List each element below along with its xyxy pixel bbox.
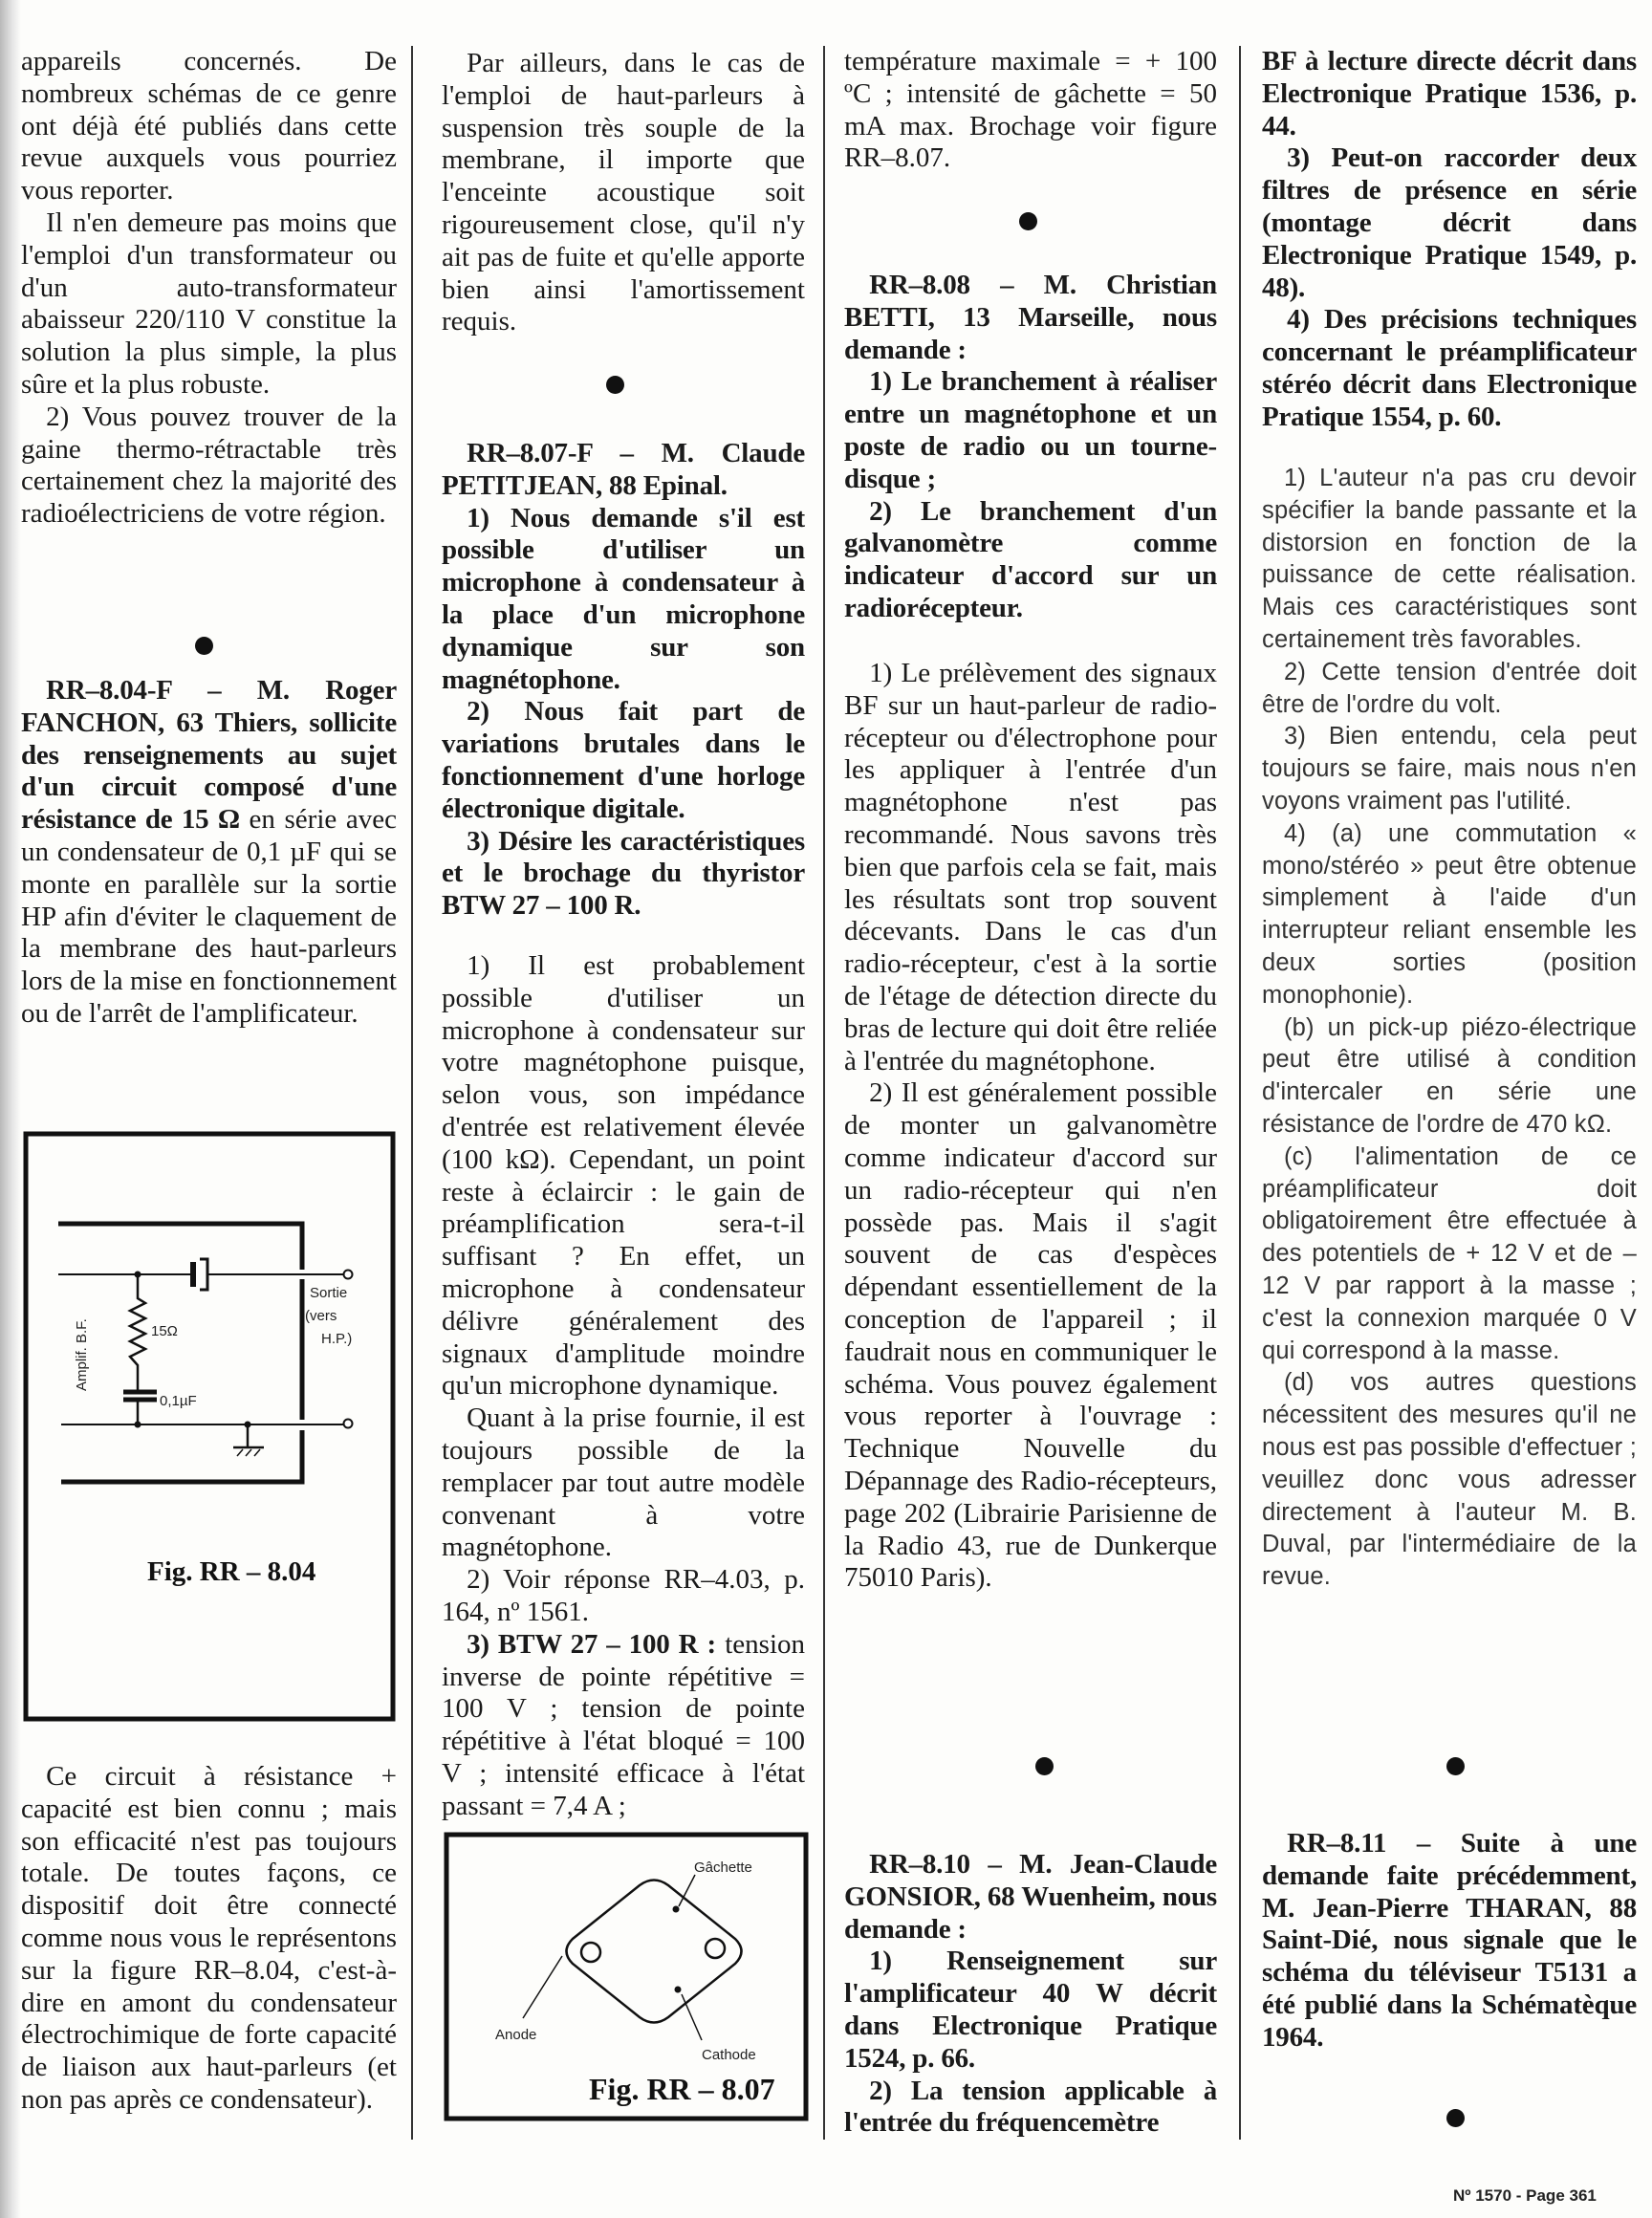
question-heading: RR–8.07-F – M. Claude PETITJEAN, 88 Epinal. xyxy=(442,438,805,501)
section-bullet xyxy=(1019,212,1037,230)
section-bullet xyxy=(1035,1757,1054,1775)
mounting-hole xyxy=(581,1943,600,1962)
answer-rr-8-10 xyxy=(1262,463,1637,1594)
thyristor-pinout xyxy=(444,1832,811,2122)
question-rr-8-04 xyxy=(21,675,397,1031)
resistor-symbol xyxy=(130,1274,145,1391)
circuit-diagram xyxy=(23,1131,398,1724)
output-terminal xyxy=(344,1271,353,1279)
question-item: 2) Le branchement d'un galvanomètre comme indicateur d'accord sur un radiorécepteur. xyxy=(844,495,1217,623)
figure-rr-8-04 xyxy=(23,1131,398,1724)
to3-case-outline xyxy=(567,1881,742,2023)
question-item: 3) Désire les caractéristiques et le brochage du thyristor BTW 27 – 100 R. xyxy=(442,825,805,922)
page-footer: Nº 1570 - Page 361 xyxy=(1453,2186,1597,2205)
paragraph: (d) vos autres questions nécessitent des mesures qu'il ne nous est pas possible d'effectuer ; veuillez donc vous adresser directement à l'auteur M. B. Duval, par l'intermédiaire de la revue. xyxy=(1262,1369,1637,1591)
mounting-hole xyxy=(706,1939,725,1958)
col1-top-text xyxy=(21,46,397,531)
col3-top-text xyxy=(844,46,1217,175)
cathode-label: Cathode xyxy=(702,2047,756,2063)
output-label: H.P.) xyxy=(321,1331,353,1347)
question-rr-8-10 xyxy=(844,1849,1217,2140)
paragraph: 4) (a) une commutation « mono/stéréo » peut être obtenue simplement à l'aide d'un interrupteur reliant ensemble les deux sorties (position monophonie). xyxy=(1262,819,1637,1009)
question-item: 2) La tension applicable à l'entrée du fréquencemètre xyxy=(844,2075,1217,2139)
paragraph: 1) Le prélèvement des signaux BF sur un haut-parleur de radio-récepteur ou d'électrophone pour les appliquer à l'entrée d'un magnétophone n'est pas recommandé. Nous savons très bien que parfois cela se fait, mais les résultats sont trop souvent décevants. Dans le cas d'un radio-récepteur, c'est à la sortie de l'étage de détection directe du bras de lecture qui doit être reliée à l'entrée du magnétophone. xyxy=(844,658,1217,1076)
question-item: BF à lecture directe décrit dans Electronique Pratique 1536, p. 44. xyxy=(1262,46,1637,141)
section-bullet xyxy=(1446,2109,1465,2127)
paragraph: Ce circuit à résistance + capacité est bien connu ; mais son efficacité n'est pas toujours totale. De toutes façons, ce dispositif doit être connecté comme nous vous le représentons sur la figure RR–8.04, c'est-à-dire en amont du condensateur électrochimique de forte capacité de liaison aux haut-parleurs (et non pas après ce condensateur). xyxy=(21,1761,397,2115)
question-item: 3) Peut-on raccorder deux filtres de présence en série (montage décrit dans Electronique Pratique 1549, p. 48). xyxy=(1262,142,1637,303)
col2-top-text xyxy=(442,48,805,338)
question-item: 2) Nous fait part de variations brutales dans le fonctionnement d'une horloge électronique digitale. xyxy=(442,696,805,824)
question-item: 1) Nous demande s'il est possible d'utiliser un microphone à condensateur à la place d'un microphone dynamique sur son magnétophone. xyxy=(442,502,805,695)
question-heading: RR–8.11 – Suite à une demande faite précédemment, M. Jean-Pierre THARAN, 88 Saint-Dié, nous signale que le schéma du téléviseur T5131 a été publié dans la Schématèque 1964. xyxy=(1262,1828,1637,2053)
answer-rr-8-07 xyxy=(442,950,805,1823)
paragraph: 1) Il est probablement possible d'utiliser un microphone à condensateur sur votre magnétophone puisque, selon vous, son impédance d'entrée est relativement élevée (100 kΩ). Cependant, un point reste à éclaircir : le gain de préamplification sera-t-il suffisant ? En effet, un microphone à condensateur délivre généralement des signaux d'amplitude moindre qu'un microphone dynamique. xyxy=(442,950,805,1402)
question-rr-8-08 xyxy=(844,270,1217,625)
part-number: 3) BTW 27 – 100 R : xyxy=(467,1628,716,1660)
paragraph: Il n'en demeure pas moins que l'emploi d'un transformateur ou d'un auto-transformateur abaisseur 220/110 V constitue la solution la plus simple, la plus sûre et la plus robuste. xyxy=(21,207,397,400)
col1-bottom-text xyxy=(21,1761,397,2117)
paragraph: 2) Cette tension d'entrée doit être de l'ordre du volt. xyxy=(1262,658,1637,718)
question-text: en série avec un condensateur de 0,1 µF qui se monte en parallèle sur la sortie HP afin d'éviter le claquement de la membrane des haut-parleurs lors de la mise en fonctionnement ou de l'arrêt de l'amplificateur. xyxy=(21,804,397,1029)
gate-label: Gâchette xyxy=(694,1859,752,1876)
amplifier-label: Amplif. B.F. xyxy=(74,1318,90,1391)
paragraph: (b) un pick-up piézo-électrique peut être utilisé à condition d'intercaler en série une résistance de l'ordre de 470 kΩ. xyxy=(1262,1013,1637,1138)
cathode-pin xyxy=(675,1987,682,1993)
question-heading: RR–8.10 – M. Jean-Claude GONSIOR, 68 Wuenheim, nous demande : xyxy=(844,1849,1217,1945)
scan-binding-shadow xyxy=(0,0,21,2218)
gate-pin xyxy=(673,1906,680,1913)
paragraph: Quant à la prise fournie, il est toujours possible de la remplacer par tout autre modèle convenant à votre magnétophone. xyxy=(442,1403,805,1563)
section-bullet xyxy=(195,637,213,655)
paragraph: 2) Il est généralement possible de monter un galvanomètre comme indicateur d'accord sur un radio-récepteur qui n'en possède pas. Mais il s'agit souvent de cas d'espèces dépendant essentiellement de la conception de l'appareil ; il faudrait nous en communiquer le schéma. Vous pouvez également vous reporter à l'ouvrage : Technique Nouvelle du Dépannage des Radio-récepteurs, page 202 (Librairie Parisienne de la Radio 43, rue de Dunkerque 75010 Paris). xyxy=(844,1077,1217,1594)
output-label: (vers xyxy=(305,1308,337,1324)
paragraph: 1) L'auteur n'a pas cru devoir spécifier la bande passante et la distorsion en fonction de la puissance de cette réalisation. Mais ces caractéristiques sont certainement très favorables. xyxy=(1262,465,1637,653)
ground-symbol xyxy=(237,1449,260,1456)
column-rule xyxy=(411,46,413,2140)
output-terminal xyxy=(344,1420,353,1428)
paragraph: 2) Voir réponse RR–4.03, p. 164, nº 1561. xyxy=(442,1564,805,1627)
paragraph: 3) Bien entendu, cela peut toujours se faire, mais nous n'en voyons vraiment pas l'utilité. xyxy=(1262,723,1637,815)
figure-caption: Fig. RR – 8.07 xyxy=(589,2072,775,2106)
capacitor-label: 0,1µF xyxy=(160,1393,197,1409)
question-heading: RR–8.04-F – M. Roger FANCHON, 63 Thiers, sollicite des renseignements au sujet d'un circuit composé d'une résistance de 15 Ω xyxy=(21,675,397,836)
figure-rr-8-07 xyxy=(444,1832,811,2122)
question-item: 1) Renseignement sur l'amplificateur 40 W décrit dans Electronique Pratique 1524, p. 66. xyxy=(844,1946,1217,2074)
section-bullet xyxy=(606,376,624,394)
paragraph: température maximale = + 100 ºC ; intensité de gâchette = 50 mA max. Brochage voir figure RR–8.07. xyxy=(844,46,1217,174)
paragraph: (c) l'alimentation de ce préamplificateur doit obligatoirement être effectuée à des potentiels de + 12 V et de – 12 V par rapport à la masse ; c'est la connexion marquée 0 V qui correspond à la masse. xyxy=(1262,1142,1637,1364)
paragraph: Par ailleurs, dans le cas de l'emploi de haut-parleurs à suspension très souple de la membrane, il importe que l'enceinte acoustique soit rigoureusement close, qu'il n'y ait pas de fuite et qu'elle apporte bien ainsi l'amortissement requis. xyxy=(442,48,805,337)
paragraph: appareils concernés. De nombreux schémas de ce genre ont déjà été publiés dans cette revue auxquels vous pourriez vous reporter. xyxy=(21,46,397,207)
question-item: 4) Des précisions techniques concernant le préamplificateur stéréo décrit dans Electronique Pratique 1554, p. 60. xyxy=(1262,304,1637,432)
column-rule xyxy=(823,46,825,2140)
column-rule xyxy=(1239,46,1241,2140)
answer-rr-8-08 xyxy=(844,658,1217,1595)
question-item: 1) Le branchement à réaliser entre un magnétophone et un poste de radio ou un tourne-disque ; xyxy=(844,366,1217,494)
question-rr-8-07 xyxy=(442,438,805,923)
paragraph: 2) Vous pouvez trouver de la gaine thermo-rétractable très certainement chez la majorité des radioélectriciens de votre région. xyxy=(21,401,397,530)
output-label: Sortie xyxy=(310,1285,348,1301)
paragraph: tension inverse de pointe répétitive = 100 V ; tension de pointe répétitive à l'état bloqué = 100 V ; intensité efficace à l'état passant = 7,4 A ; xyxy=(442,1628,805,1821)
capacitor-symbol xyxy=(123,1392,157,1400)
resistor-label: 15Ω xyxy=(151,1323,178,1339)
anode-label: Anode xyxy=(495,2027,537,2043)
section-bullet xyxy=(1446,1757,1465,1775)
question-heading: RR–8.08 – M. Christian BETTI, 13 Marseille, nous demande : xyxy=(844,270,1217,365)
question-rr-8-10-continued xyxy=(1262,46,1637,434)
figure-caption: Fig. RR – 8.04 xyxy=(147,1556,316,1587)
note-rr-8-11 xyxy=(1262,1828,1637,2055)
